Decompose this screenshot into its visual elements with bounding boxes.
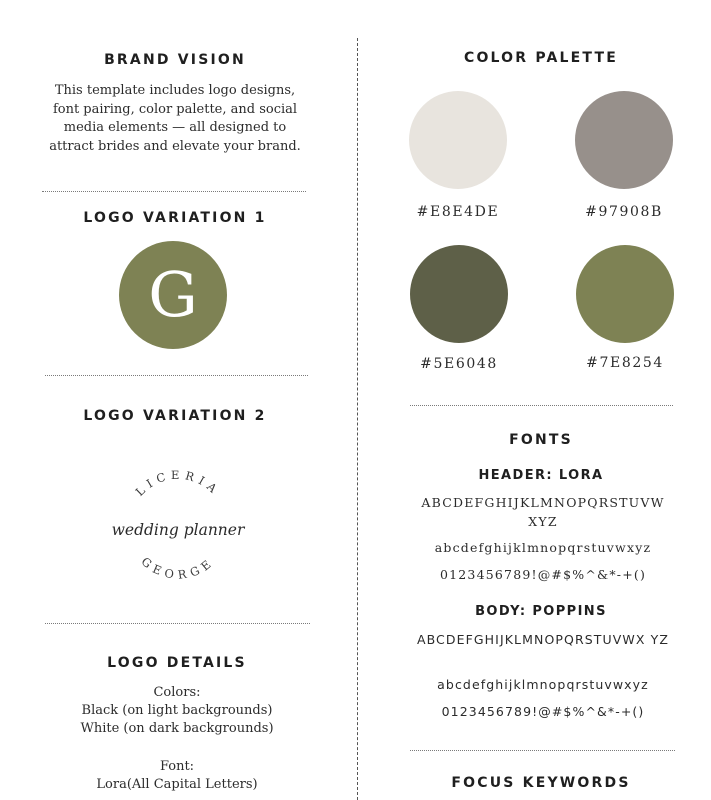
logo-variation-1-heading: LOGO VARIATION 1 <box>83 210 267 226</box>
color-swatch-3-label: #5E6048 <box>420 356 498 372</box>
brand-vision-text: This template includes logo designs, font pairing, color palette, and social media elements — all designed to attract brides and elevate your brand. <box>49 83 301 154</box>
logo-variation-2-heading: LOGO VARIATION 2 <box>83 408 267 424</box>
color-swatch-1 <box>409 91 507 189</box>
divider <box>410 405 673 406</box>
divider <box>42 191 306 192</box>
color-swatch-4-label: #7E8254 <box>586 355 664 371</box>
logo-details-font-label: Font: <box>159 759 195 774</box>
color-swatch-2-label: #97908B <box>585 204 663 220</box>
header-font-label: HEADER: LORA <box>478 468 604 483</box>
header-font-digits: 0123456789!@#$%^&*-+() <box>439 567 647 582</box>
logo-script-text: wedding planner <box>111 521 245 539</box>
logo-details-colors-line1: Black (on light backgrounds) <box>81 703 273 718</box>
cut-off-header <box>270 0 440 4</box>
logo-circle-g <box>119 241 227 349</box>
logo-letter: G <box>148 258 198 331</box>
divider <box>45 375 308 376</box>
fonts-heading: FONTS <box>509 432 573 448</box>
color-swatch-2 <box>575 91 673 189</box>
focus-keywords-heading: FOCUS KEYWORDS <box>451 775 631 791</box>
header-font-uppercase: ABCDEFGHIJKLMNOPQRSTUVW XYZ <box>421 495 665 529</box>
body-font-label: BODY: POPPINS <box>475 604 607 619</box>
logo-variation-2-mark <box>108 455 248 595</box>
color-swatch-4 <box>576 245 674 343</box>
logo-details-heading: LOGO DETAILS <box>107 655 247 671</box>
header-font-lowercase: abcdefghijklmnopqrstuvwxyz <box>434 540 652 555</box>
logo-details-font-value: Lora(All Capital Letters) <box>96 777 258 792</box>
color-palette-heading: COLOR PALETTE <box>463 50 619 66</box>
logo-top-arc-text: LICERIA <box>132 467 224 499</box>
column-divider <box>357 38 358 800</box>
brand-vision-heading: BRAND VISION <box>104 52 246 68</box>
logo-details-colors-line2: White (on dark backgrounds) <box>80 721 274 736</box>
body-font-lowercase: abcdefghijklmnopqrstuvwxyz <box>437 677 649 692</box>
body-font-digits: 0123456789!@#$%^&*-+() <box>441 704 645 719</box>
logo-details-colors-label: Colors: <box>153 685 201 700</box>
color-swatch-1-label: #E8E4DE <box>416 204 500 220</box>
divider <box>45 623 310 624</box>
color-swatch-3 <box>410 245 508 343</box>
divider <box>410 750 675 751</box>
logo-bottom-arc-text: GEORGE <box>138 554 218 582</box>
body-font-uppercase: ABCDEFGHIJKLMNOPQRSTUVWX YZ <box>416 632 670 647</box>
